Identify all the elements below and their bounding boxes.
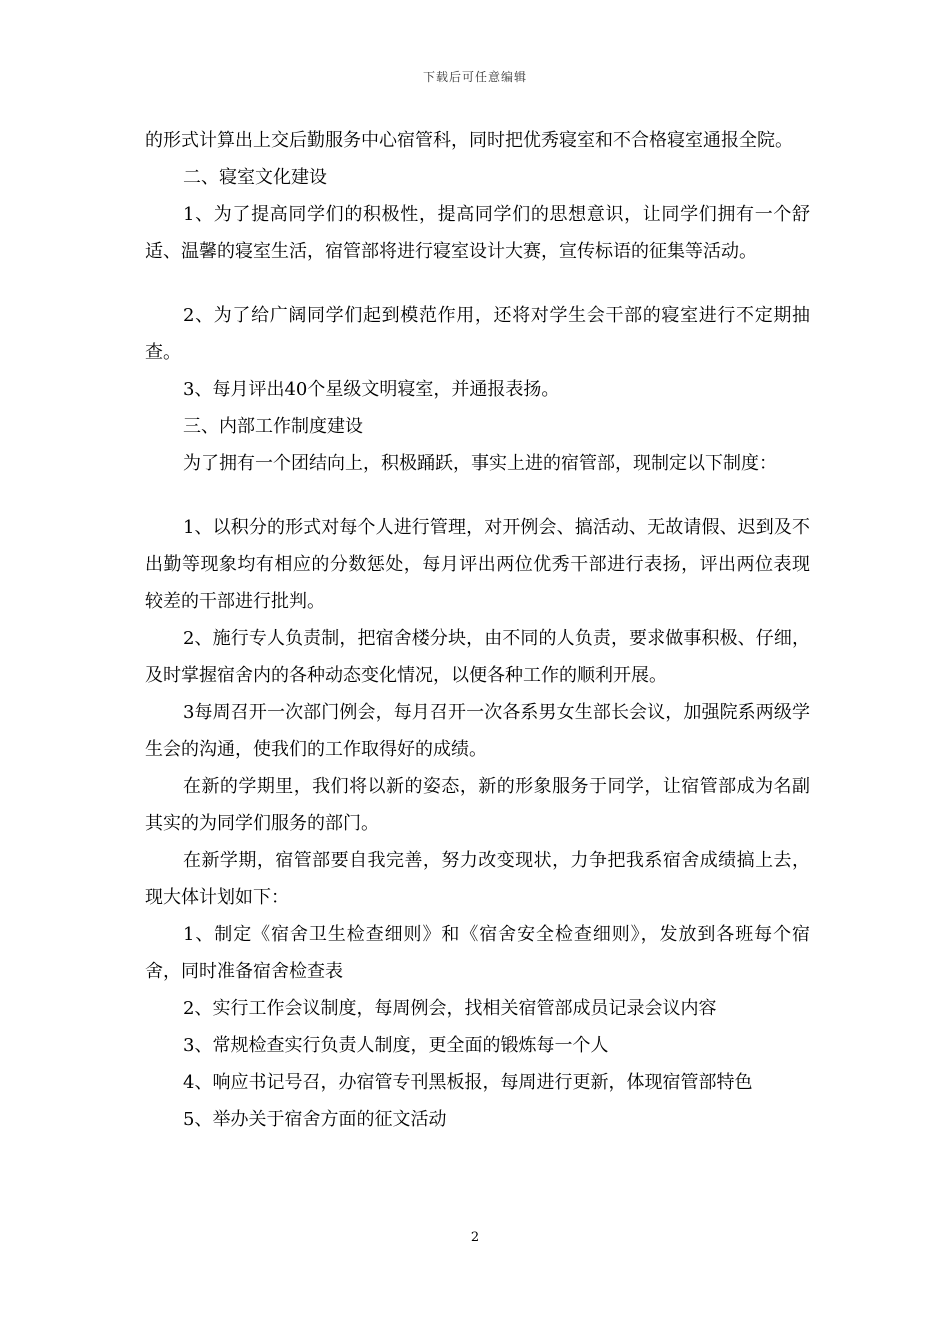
paragraph-plan-item-4: 4、响应书记号召，办宿管专刊黑板报，每周进行更新，体现宿管部特色	[183, 1072, 753, 1093]
paragraph-plan-item-5: 5、举办关于宿舍方面的征文活动	[183, 1109, 447, 1130]
paragraph-plan-item-2: 2、实行工作会议制度，每周例会，找相关宿管部成员记录会议内容	[183, 998, 717, 1019]
paragraph-rules-intro: 为了拥有一个团结向上，积极踊跃，事实上进的宿管部，现制定以下制度：	[183, 453, 777, 474]
paragraph-rules-item-1: 1、以积分的形式对每个人进行管理，对开例会、搞活动、无故请假、迟到及不出勤等现象均有相应的分数惩处，每月评出两位优秀干部进行表扬，评出两位表现较差的干部进行批判。	[145, 517, 810, 612]
paragraph-rules-item-2: 2、施行专人负责制，把宿舍楼分块，由不同的人负责，要求做事积极、仔细，及时掌握宿舍内的各种动态变化情况，以便各种工作的顺利开展。	[145, 628, 810, 686]
paragraph-culture-item-2: 2、为了给广阔同学们起到模范作用，还将对学生会干部的寝室进行不定期抽查。	[145, 305, 810, 363]
paragraph-plan-intro: 在新学期，宿管部要自我完善，努力改变现状，力争把我系宿舍成绩搞上去，现大体计划如下：	[145, 850, 810, 908]
paragraph-rules-item-3: 3每周召开一次部门例会，每月召开一次各系男女生部长会议，加强院系两级学生会的沟通，使我们的工作取得好的成绩。	[145, 702, 810, 760]
page-number: 2	[470, 1230, 480, 1245]
paragraph-plan-item-1: 1、制定《宿舍卫生检查细则》和《宿舍安全检查细则》，发放到各班每个宿舍，同时准备宿舍检查表	[145, 924, 810, 982]
section-heading-dorm-culture: 二、寝室文化建设	[183, 167, 327, 188]
document-body	[145, 122, 810, 1138]
paragraph-continuation: 的形式计算出上交后勤服务中心宿管科，同时把优秀寝室和不合格寝室通报全院。	[145, 130, 793, 151]
paragraph-plan-item-3: 3、常规检查实行负责人制度，更全面的锻炼每一个人	[183, 1035, 609, 1056]
paragraph-new-semester: 在新的学期里，我们将以新的姿态，新的形象服务于同学，让宿管部成为名副其实的为同学们服务的部门。	[145, 776, 810, 834]
section-heading-internal-rules: 三、内部工作制度建设	[183, 416, 363, 437]
paragraph-culture-item-3: 3、每月评出40个星级文明寝室，并通报表扬。	[183, 379, 560, 400]
page-header: 下载后可任意编辑	[422, 70, 527, 84]
paragraph-culture-item-1: 1、为了提高同学们的积极性，提高同学们的思想意识，让同学们拥有一个舒适、温馨的寝室生活，宿管部将进行寝室设计大赛，宣传标语的征集等活动。	[145, 204, 810, 262]
